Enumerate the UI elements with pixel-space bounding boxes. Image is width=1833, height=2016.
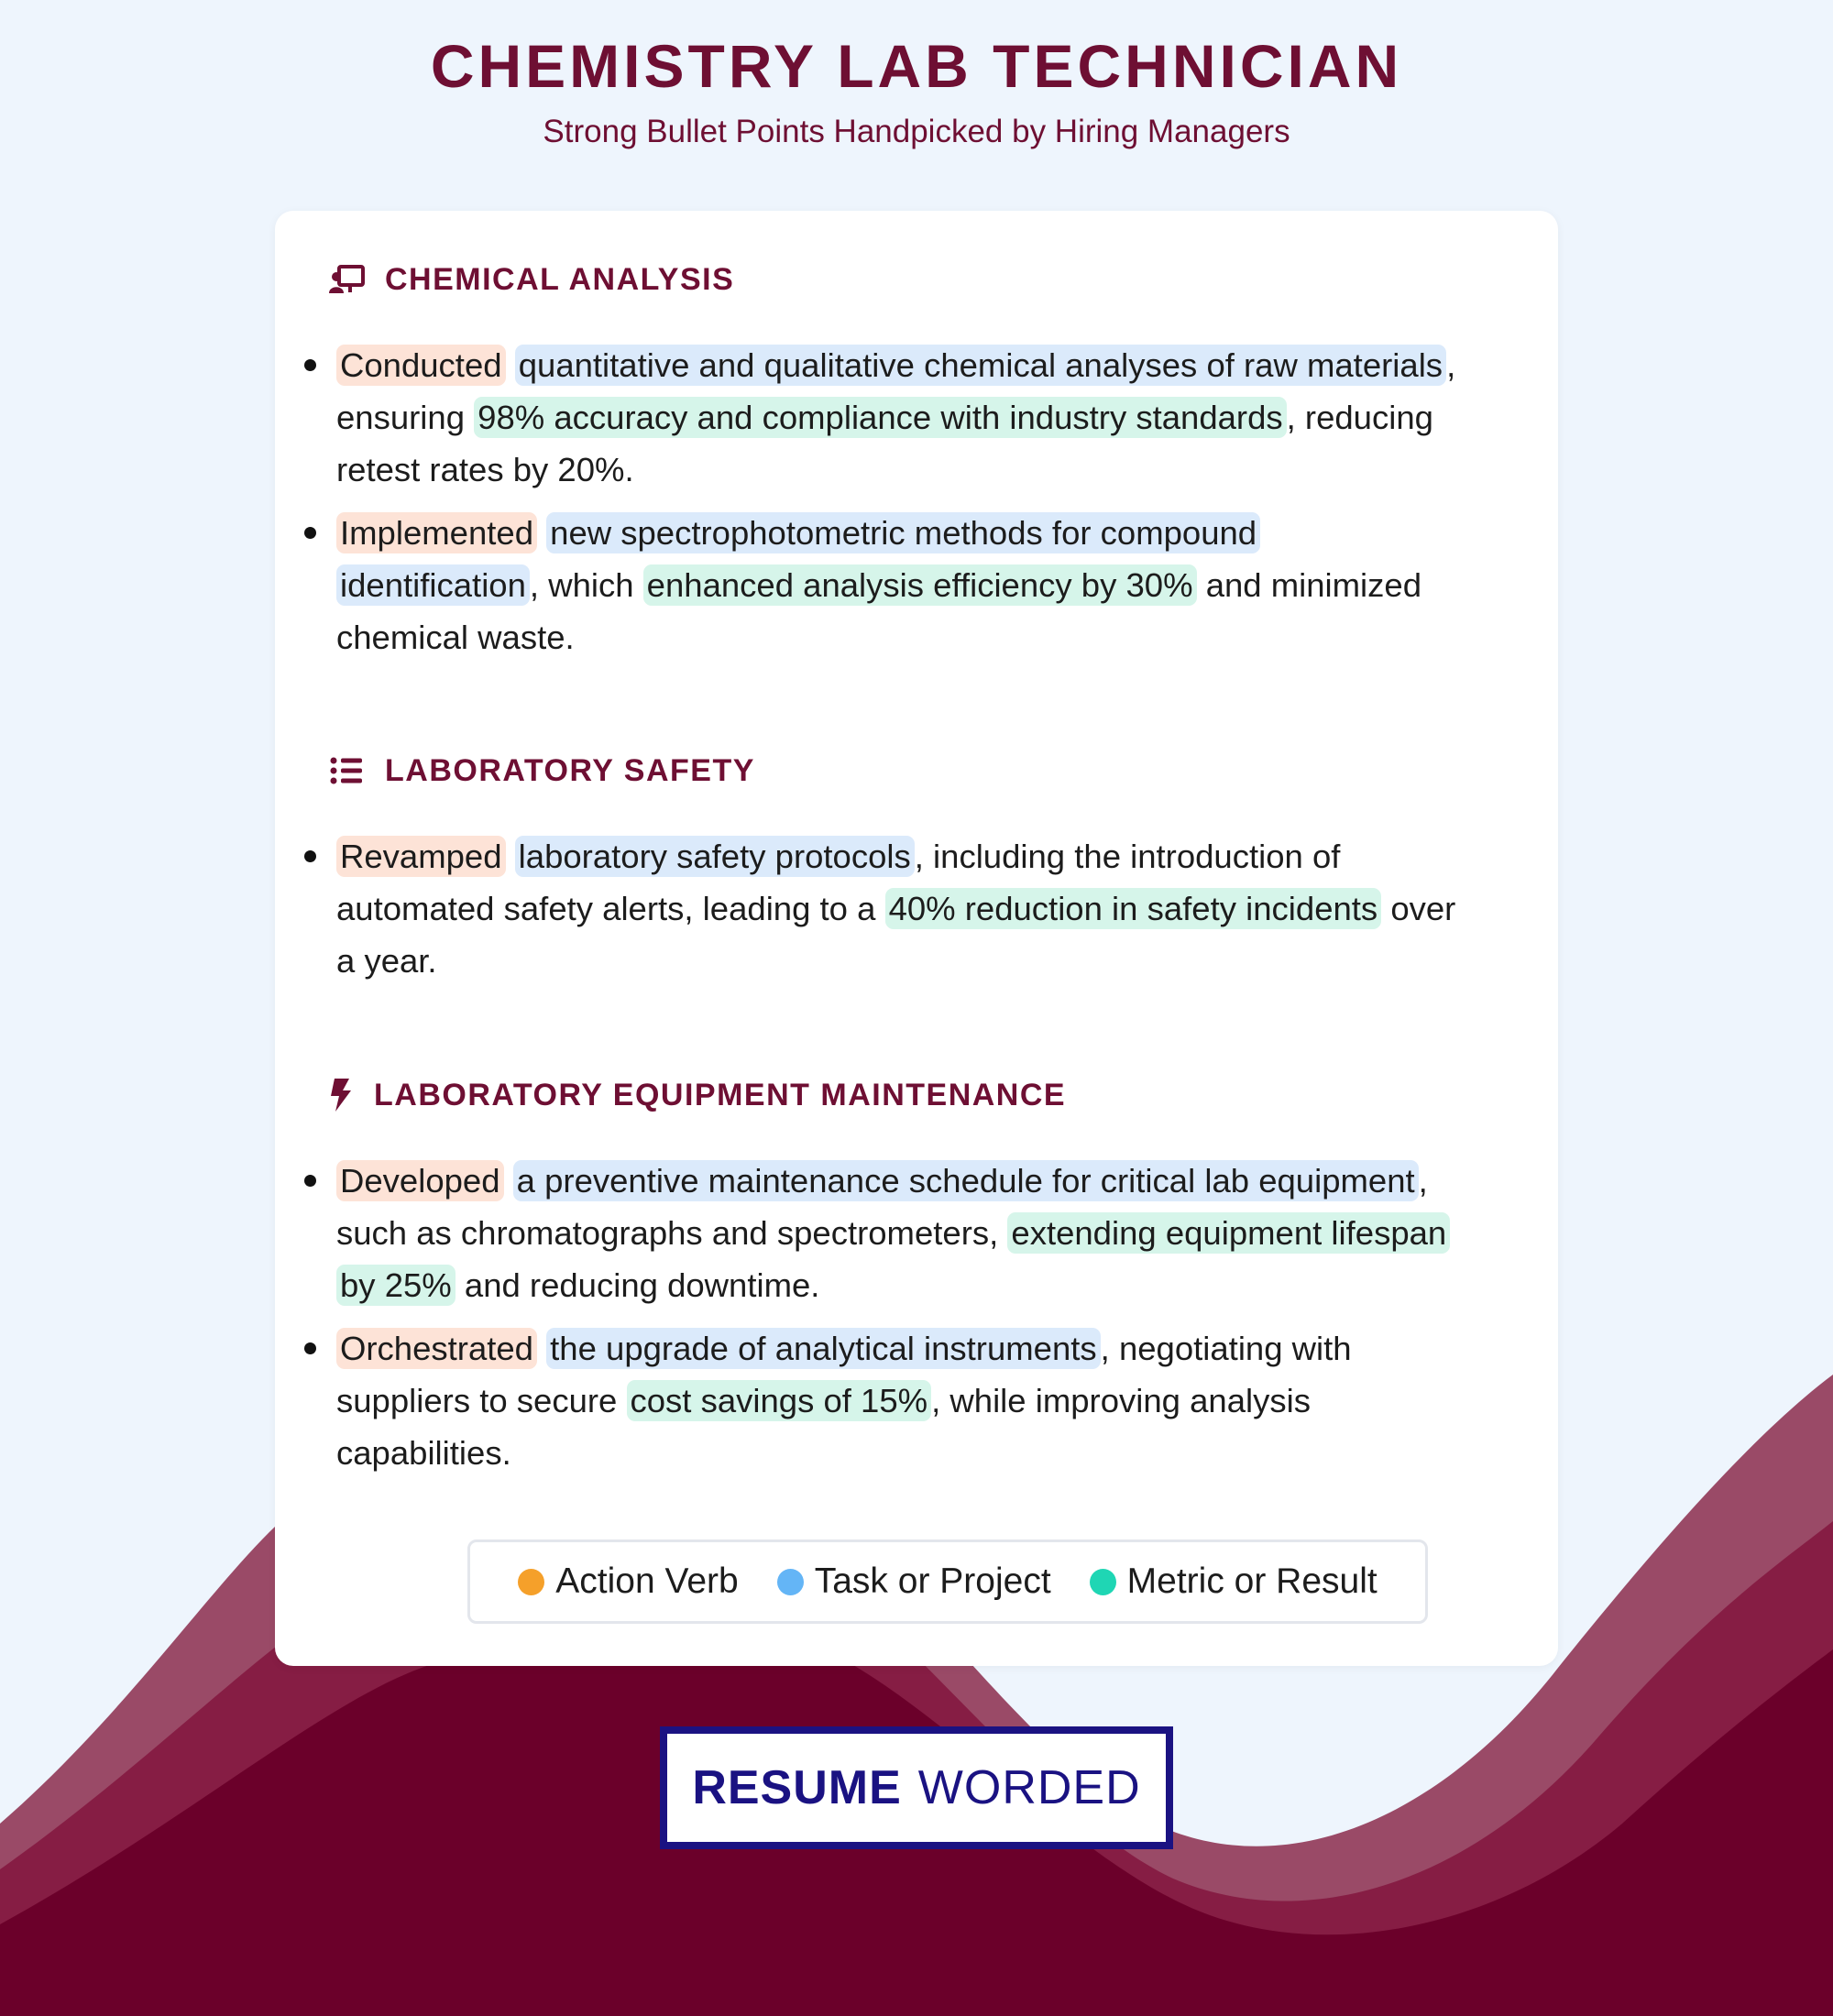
- bullet-list: [275, 1155, 1803, 1490]
- bullet-text: , negotiating with: [1100, 1330, 1352, 1367]
- bullet-text: capabilities.: [336, 1434, 511, 1472]
- legend-item-metric-or-result: [1090, 1561, 1377, 1602]
- highlight-task-or-project: the upgrade of analytical instruments: [546, 1328, 1101, 1369]
- section-header: [328, 1072, 1066, 1118]
- bullet-line: [336, 444, 1803, 496]
- legend-label: Action Verb: [555, 1561, 739, 1601]
- bullet-text: , while improving analysis: [931, 1382, 1311, 1419]
- legend-dot: [518, 1569, 544, 1595]
- bullet-item: [275, 1322, 1803, 1479]
- bullet-text: over: [1381, 890, 1456, 927]
- bullet-text: [537, 1330, 546, 1367]
- bullet-text: ensuring: [336, 399, 475, 436]
- page-title: CHEMISTRY LAB TECHNICIAN: [430, 32, 1403, 100]
- section-title: LABORATORY EQUIPMENT MAINTENANCE: [374, 1077, 1067, 1112]
- bullet-line: [336, 1259, 1803, 1311]
- highlight-action-verb: Orchestrated: [336, 1328, 537, 1369]
- bullet-line: [336, 1375, 1803, 1427]
- section-title: CHEMICAL ANALYSIS: [385, 261, 735, 297]
- highlight-metric-or-result: 40% reduction in safety incidents: [885, 888, 1382, 929]
- bullet-item: [275, 507, 1803, 663]
- bullet-line: [336, 882, 1803, 935]
- section-header: [328, 257, 734, 302]
- bullet-text: ,: [1446, 346, 1456, 384]
- highlight-action-verb: Implemented: [336, 512, 537, 553]
- bullet-dot: [304, 359, 316, 371]
- highlight-metric-or-result: enhanced analysis efficiency by 30%: [643, 564, 1197, 606]
- bullet-text: , including the introduction of: [914, 838, 1341, 875]
- bullet-list: [275, 339, 1803, 674]
- bullet-line: [336, 935, 1803, 987]
- section-title: LABORATORY SAFETY: [385, 752, 755, 788]
- bullet-dot: [304, 1342, 316, 1354]
- bullet-text: [537, 514, 546, 552]
- bullet-text: and reducing downtime.: [455, 1266, 820, 1304]
- highlight-action-verb: Revamped: [336, 836, 506, 877]
- bullet-text: a year.: [336, 942, 437, 980]
- highlight-metric-or-result: by 25%: [336, 1265, 456, 1306]
- bullet-line: [336, 830, 1803, 882]
- legend-label: Task or Project: [814, 1561, 1051, 1601]
- bullet-text: chemical waste.: [336, 619, 575, 656]
- bullet-text: automated safety alerts, leading to a: [336, 890, 885, 927]
- section-header: [328, 748, 755, 794]
- resume-worded-logo[interactable]: [660, 1726, 1173, 1849]
- logo-text-light: WORDED: [917, 1761, 1141, 1814]
- bullet-line: [336, 611, 1803, 663]
- bullet-item: [275, 1155, 1803, 1311]
- bullet-text: [504, 1162, 513, 1200]
- highlight-metric-or-result: extending equipment lifespan: [1007, 1212, 1450, 1254]
- bullet-dot: [304, 527, 316, 539]
- highlight-task-or-project: laboratory safety protocols: [515, 836, 915, 877]
- highlight-task-or-project: a preventive maintenance schedule for critical lab equipment: [513, 1160, 1419, 1201]
- legend-label: Metric or Result: [1126, 1561, 1377, 1601]
- bullet-text: and minimized: [1196, 566, 1422, 604]
- bullet-item: [275, 830, 1803, 987]
- legend-item-action-verb: [518, 1561, 738, 1602]
- bullet-text: such as chromatographs and spectrometers,: [336, 1214, 1008, 1252]
- bullet-text: [506, 838, 515, 875]
- page-subtitle: Strong Bullet Points Handpicked by Hiring Managers: [543, 114, 1290, 149]
- bullet-line: [336, 1155, 1803, 1207]
- bullet-list: [275, 830, 1803, 998]
- bullet-text: [506, 346, 515, 384]
- bullet-line: [336, 1207, 1803, 1259]
- bullet-dot: [304, 850, 316, 862]
- bullet-text: suppliers to secure: [336, 1382, 627, 1419]
- highlight-task-or-project: quantitative and qualitative chemical analyses of raw materials: [515, 345, 1446, 386]
- bullet-points-card: [275, 211, 1558, 1666]
- highlight-metric-or-result: cost savings of 15%: [627, 1380, 932, 1421]
- bullet-text: , reducing: [1286, 399, 1433, 436]
- bullet-line: [336, 391, 1803, 444]
- highlight-legend: [467, 1539, 1428, 1624]
- highlight-action-verb: Conducted: [336, 345, 506, 386]
- bullet-line: [336, 1427, 1803, 1479]
- legend-item-task-or-project: [777, 1561, 1051, 1602]
- bullet-text: retest rates by 20%.: [336, 451, 634, 488]
- lightning-icon: [328, 1077, 354, 1113]
- bullet-line: [336, 507, 1803, 559]
- presentation-icon: [328, 261, 365, 298]
- bullet-dot: [304, 1175, 316, 1187]
- bullet-line: [336, 559, 1803, 611]
- legend-dot: [777, 1569, 804, 1595]
- list-icon: [328, 752, 365, 789]
- highlight-task-or-project: new spectrophotometric methods for compound: [546, 512, 1260, 553]
- bullet-item: [275, 339, 1803, 496]
- legend-dot: [1090, 1569, 1116, 1595]
- bullet-line: [336, 339, 1803, 391]
- logo-text-strong: RESUME: [692, 1761, 902, 1814]
- highlight-action-verb: Developed: [336, 1160, 504, 1201]
- highlight-metric-or-result: 98% accuracy and compliance with industry standards: [474, 397, 1286, 438]
- highlight-task-or-project: identification: [336, 564, 530, 606]
- bullet-line: [336, 1322, 1803, 1375]
- bullet-text: , which: [529, 566, 643, 604]
- bullet-text: ,: [1418, 1162, 1428, 1200]
